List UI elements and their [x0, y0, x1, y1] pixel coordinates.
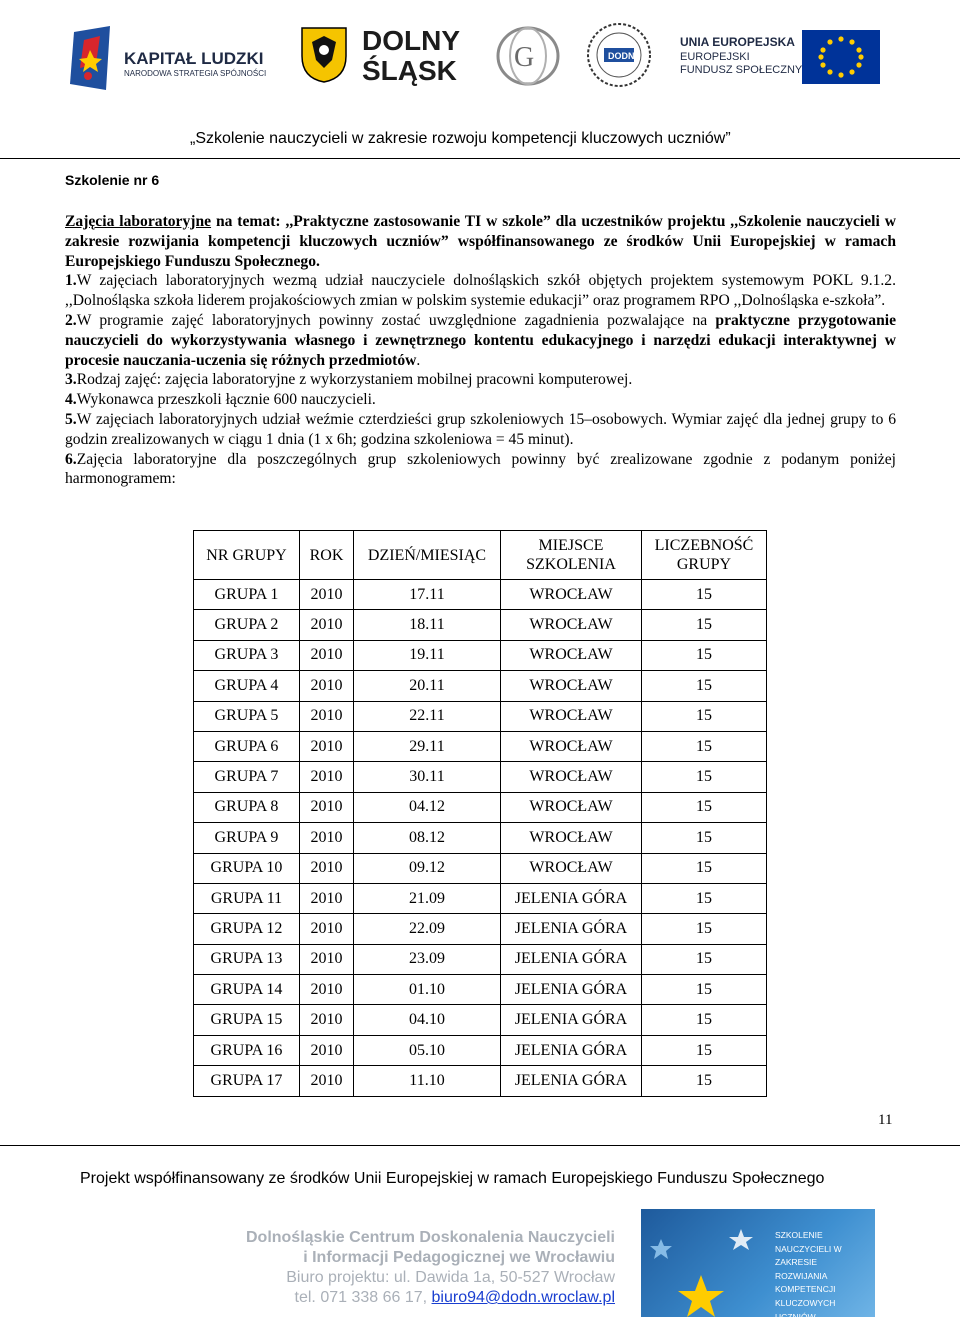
cell-size: 15: [642, 823, 767, 853]
cell-date: 11.10: [354, 1066, 501, 1096]
paragraph-4: [65, 390, 896, 410]
cell-location: JELENIA GÓRA: [501, 944, 642, 974]
table-row: [194, 640, 767, 670]
cell-location: WROCŁAW: [501, 640, 642, 670]
table-row: [194, 883, 767, 913]
intro-heading: Zajęcia laboratoryjne: [65, 213, 212, 230]
cell-year: 2010: [300, 580, 354, 610]
header-year: ROK: [300, 531, 354, 580]
p2-num: 2.: [65, 311, 77, 329]
p3-text: Rodzaj zajęć: zajęcia laboratoryjne z wykorzystaniem mobilnej pracowni komputerowej.: [76, 371, 633, 389]
cell-location: JELENIA GÓRA: [501, 1035, 642, 1065]
table-row: [194, 914, 767, 944]
cell-group: GRUPA 16: [194, 1035, 300, 1065]
p4-num: 4.: [65, 391, 77, 409]
cell-size: 15: [642, 671, 767, 701]
table-header-row: [194, 531, 767, 580]
cell-group: GRUPA 14: [194, 975, 300, 1005]
kl-sub-text: NARODOWA STRATEGIA SPÓJNOŚCI: [124, 69, 267, 78]
cell-year: 2010: [300, 1066, 354, 1096]
table-row: [194, 792, 767, 822]
schedule-table: [193, 530, 767, 1097]
cell-location: JELENIA GÓRA: [501, 975, 642, 1005]
cell-group: GRUPA 10: [194, 853, 300, 883]
cell-location: WROCŁAW: [501, 823, 642, 853]
cell-size: 15: [642, 1005, 767, 1035]
cell-year: 2010: [300, 731, 354, 761]
p1-num: 1.: [65, 272, 77, 290]
cell-date: 01.10: [354, 975, 501, 1005]
cell-year: 2010: [300, 853, 354, 883]
institution-block: [215, 1228, 615, 1308]
cell-location: JELENIA GÓRA: [501, 1066, 642, 1096]
table-row: [194, 975, 767, 1005]
cell-location: WROCŁAW: [501, 853, 642, 883]
dodn-seal-icon: [586, 22, 652, 88]
table-row: [194, 610, 767, 640]
cell-group: GRUPA 11: [194, 883, 300, 913]
p2-text: W programie zajęć laboratoryjnych powinny zostać uwzględnione zagadnienia pozwalające na: [76, 311, 716, 329]
cell-date: 08.12: [354, 823, 501, 853]
table-row: [194, 701, 767, 731]
cell-size: 15: [642, 731, 767, 761]
cell-size: 15: [642, 883, 767, 913]
coat-of-arms-icon: [300, 26, 348, 84]
cell-date: 20.11: [354, 671, 501, 701]
p2-bold: praktyczne przygotowanie nauczycieli do wykorzystywania własnego i zewnętrznego kontentu edukacyjnego i narzędzi edukacji interaktywnej w procesie nauczania-uczenia się różnych przedmiotów: [65, 311, 896, 369]
p2-end: .: [416, 351, 421, 369]
header-group-number: NR GRUPY: [194, 531, 300, 580]
table-row: [194, 1035, 767, 1065]
cell-size: 15: [642, 610, 767, 640]
p5-num: 5.: [65, 410, 77, 428]
stars-decoration-icon: [641, 1209, 771, 1317]
cg-emblem-icon: [494, 24, 564, 88]
kl-main-text: KAPITAŁ LUDZKI: [124, 49, 264, 68]
banner-text: SZKOLENIE NAUCZYCIELI W ZAKRESIE ROZWIJANIA KOMPETENCJI KLUCZOWYCH UCZNIÓW: [775, 1230, 842, 1322]
cell-location: WROCŁAW: [501, 580, 642, 610]
cell-date: 18.11: [354, 610, 501, 640]
header-divider: [0, 158, 960, 159]
cell-group: GRUPA 15: [194, 1005, 300, 1035]
cell-size: 15: [642, 975, 767, 1005]
table-row: [194, 580, 767, 610]
cell-group: GRUPA 1: [194, 580, 300, 610]
paragraph-2: [65, 311, 896, 370]
cell-size: 15: [642, 1066, 767, 1096]
cell-group: GRUPA 3: [194, 640, 300, 670]
table-row: [194, 853, 767, 883]
cell-size: 15: [642, 640, 767, 670]
p1-text: W zajęciach laboratoryjnych wezmą udział nauczyciele dolnośląskich szkół objętych projektem systemowym POKL 9.1.2. ,,Dolnośląska szkoła liderem projakościowych zmian w polskim systemie edukacji” oraz programem RPO ,,Dolnośląska e-szkoła”.: [65, 272, 896, 310]
cell-location: JELENIA GÓRA: [501, 883, 642, 913]
inst-contact: [215, 1288, 615, 1308]
ue-line2-text: EUROPEJSKI: [680, 51, 750, 63]
eu-logo: [676, 30, 886, 86]
ds-line2-text: ŚLĄSK: [362, 55, 457, 86]
p3-num: 3.: [65, 371, 77, 389]
page-number: 11: [878, 1112, 893, 1128]
inst-address: Biuro projektu: ul. Dawida 1a, 50-527 Wrocław: [286, 1269, 615, 1286]
ds-line1-text: DOLNY: [362, 25, 460, 56]
cell-date: 04.12: [354, 792, 501, 822]
header-title: „Szkolenie nauczycieli w zakresie rozwoju kompetencji kluczowych uczniów”: [190, 130, 731, 147]
cell-date: 04.10: [354, 1005, 501, 1035]
cell-date: 17.11: [354, 580, 501, 610]
cell-year: 2010: [300, 640, 354, 670]
ue-line3-text: FUNDUSZ SPOŁECZNY: [680, 64, 803, 76]
inst-phone: tel. 071 338 66 17,: [294, 1289, 432, 1306]
cell-size: 15: [642, 914, 767, 944]
cell-group: GRUPA 5: [194, 701, 300, 731]
cell-year: 2010: [300, 1005, 354, 1035]
cell-year: 2010: [300, 1035, 354, 1065]
cell-group: GRUPA 17: [194, 1066, 300, 1096]
p4-text: Wykonawca przeszkoli łącznie 600 nauczycieli.: [76, 391, 376, 409]
cell-year: 2010: [300, 823, 354, 853]
cell-size: 15: [642, 853, 767, 883]
cell-size: 15: [642, 944, 767, 974]
kapital-ludzki-logo: [66, 24, 281, 96]
cell-size: 15: [642, 580, 767, 610]
cell-location: JELENIA GÓRA: [501, 914, 642, 944]
project-banner: [641, 1209, 875, 1322]
p6-num: 6.: [65, 450, 77, 468]
paragraph-3: [65, 370, 896, 390]
cell-location: WROCŁAW: [501, 701, 642, 731]
cell-date: 09.12: [354, 853, 501, 883]
cell-size: 15: [642, 1035, 767, 1065]
cell-date: 30.11: [354, 762, 501, 792]
intro-paragraph: [65, 212, 896, 271]
cell-date: 22.09: [354, 914, 501, 944]
cell-location: WROCŁAW: [501, 731, 642, 761]
email-link[interactable]: biuro94@dodn.wroclaw.pl: [431, 1289, 615, 1306]
cell-group: GRUPA 12: [194, 914, 300, 944]
cell-location: WROCŁAW: [501, 762, 642, 792]
cell-size: 15: [642, 792, 767, 822]
table-row: [194, 823, 767, 853]
paragraph-6: [65, 450, 896, 490]
table-body: [194, 580, 767, 1097]
cell-year: 2010: [300, 762, 354, 792]
cell-date: 29.11: [354, 731, 501, 761]
document-body: [65, 212, 896, 489]
cell-date: 23.09: [354, 944, 501, 974]
cell-location: WROCŁAW: [501, 671, 642, 701]
ue-line1-text: UNIA EUROPEJSKA: [680, 35, 795, 49]
table-row: [194, 1066, 767, 1096]
cell-location: WROCŁAW: [501, 792, 642, 822]
cofinance-note: Projekt współfinansowany ze środków Unii Europejskiej w ramach Europejskiego Funduszu Społecznego: [80, 1170, 825, 1187]
cell-year: 2010: [300, 610, 354, 640]
p6-text: Zajęcia laboratoryjne dla poszczególnych grup szkoleniowych powinny być zrealizowane zgodnie z podanym poniżej harmonogramem:: [65, 450, 896, 488]
cell-group: GRUPA 4: [194, 671, 300, 701]
cell-group: GRUPA 8: [194, 792, 300, 822]
cell-year: 2010: [300, 975, 354, 1005]
table-row: [194, 671, 767, 701]
paragraph-1: [65, 271, 896, 311]
cell-size: 15: [642, 762, 767, 792]
logos-bar: [0, 0, 960, 100]
cell-date: 05.10: [354, 1035, 501, 1065]
cell-year: 2010: [300, 883, 354, 913]
cell-year: 2010: [300, 701, 354, 731]
cell-location: JELENIA GÓRA: [501, 1005, 642, 1035]
cell-year: 2010: [300, 944, 354, 974]
cell-location: WROCŁAW: [501, 610, 642, 640]
table-row: [194, 731, 767, 761]
cell-group: GRUPA 6: [194, 731, 300, 761]
training-number: Szkolenie nr 6: [65, 172, 160, 188]
inst-line2: i Informacji Pedagogicznej we Wrocławiu: [303, 1249, 615, 1266]
cell-date: 19.11: [354, 640, 501, 670]
cell-date: 21.09: [354, 883, 501, 913]
inst-line1: Dolnośląskie Centrum Doskonalenia Nauczycieli: [245, 1229, 615, 1246]
dolny-slask-logo: [360, 24, 476, 86]
table-row: [194, 1005, 767, 1035]
intro-rest: na temat: ,,Praktyczne zastosowanie TI w szkole” dla uczestników projektu ,,Szkolenie nauczycieli w zakresie rozwijania kompetencji kluczowych uczniów” współfinansowanego ze środków Unii Europejskiej w ramach Europejskiego Funduszu Społecznego.: [65, 213, 896, 270]
cell-year: 2010: [300, 671, 354, 701]
table-row: [194, 762, 767, 792]
cell-group: GRUPA 7: [194, 762, 300, 792]
cell-date: 22.11: [354, 701, 501, 731]
paragraph-5: [65, 410, 896, 450]
cell-group: GRUPA 2: [194, 610, 300, 640]
table-row: [194, 944, 767, 974]
cell-year: 2010: [300, 914, 354, 944]
cell-year: 2010: [300, 792, 354, 822]
header-location: MIEJSCE SZKOLENIA: [501, 531, 642, 580]
dodn-text: DODN: [608, 51, 635, 61]
cell-group: GRUPA 13: [194, 944, 300, 974]
p5-text: W zajęciach laboratoryjnych udział weźmie czterdzieści grup szkoleniowych 15–osobowych. Wymiar zajęć dla jednej grupy to 6 godzin zrealizowanych w ciągu 1 dnia (1 x 6h; godzina szkoleniowa = 45 minut).: [65, 410, 896, 448]
header-group-size: LICZEBNOŚĆ GRUPY: [642, 531, 767, 580]
footer-divider: [0, 1145, 960, 1146]
cell-group: GRUPA 9: [194, 823, 300, 853]
cell-size: 15: [642, 701, 767, 731]
header-day-month: DZIEŃ/MIESIĄC: [354, 531, 501, 580]
svg-text:G: G: [514, 42, 535, 73]
